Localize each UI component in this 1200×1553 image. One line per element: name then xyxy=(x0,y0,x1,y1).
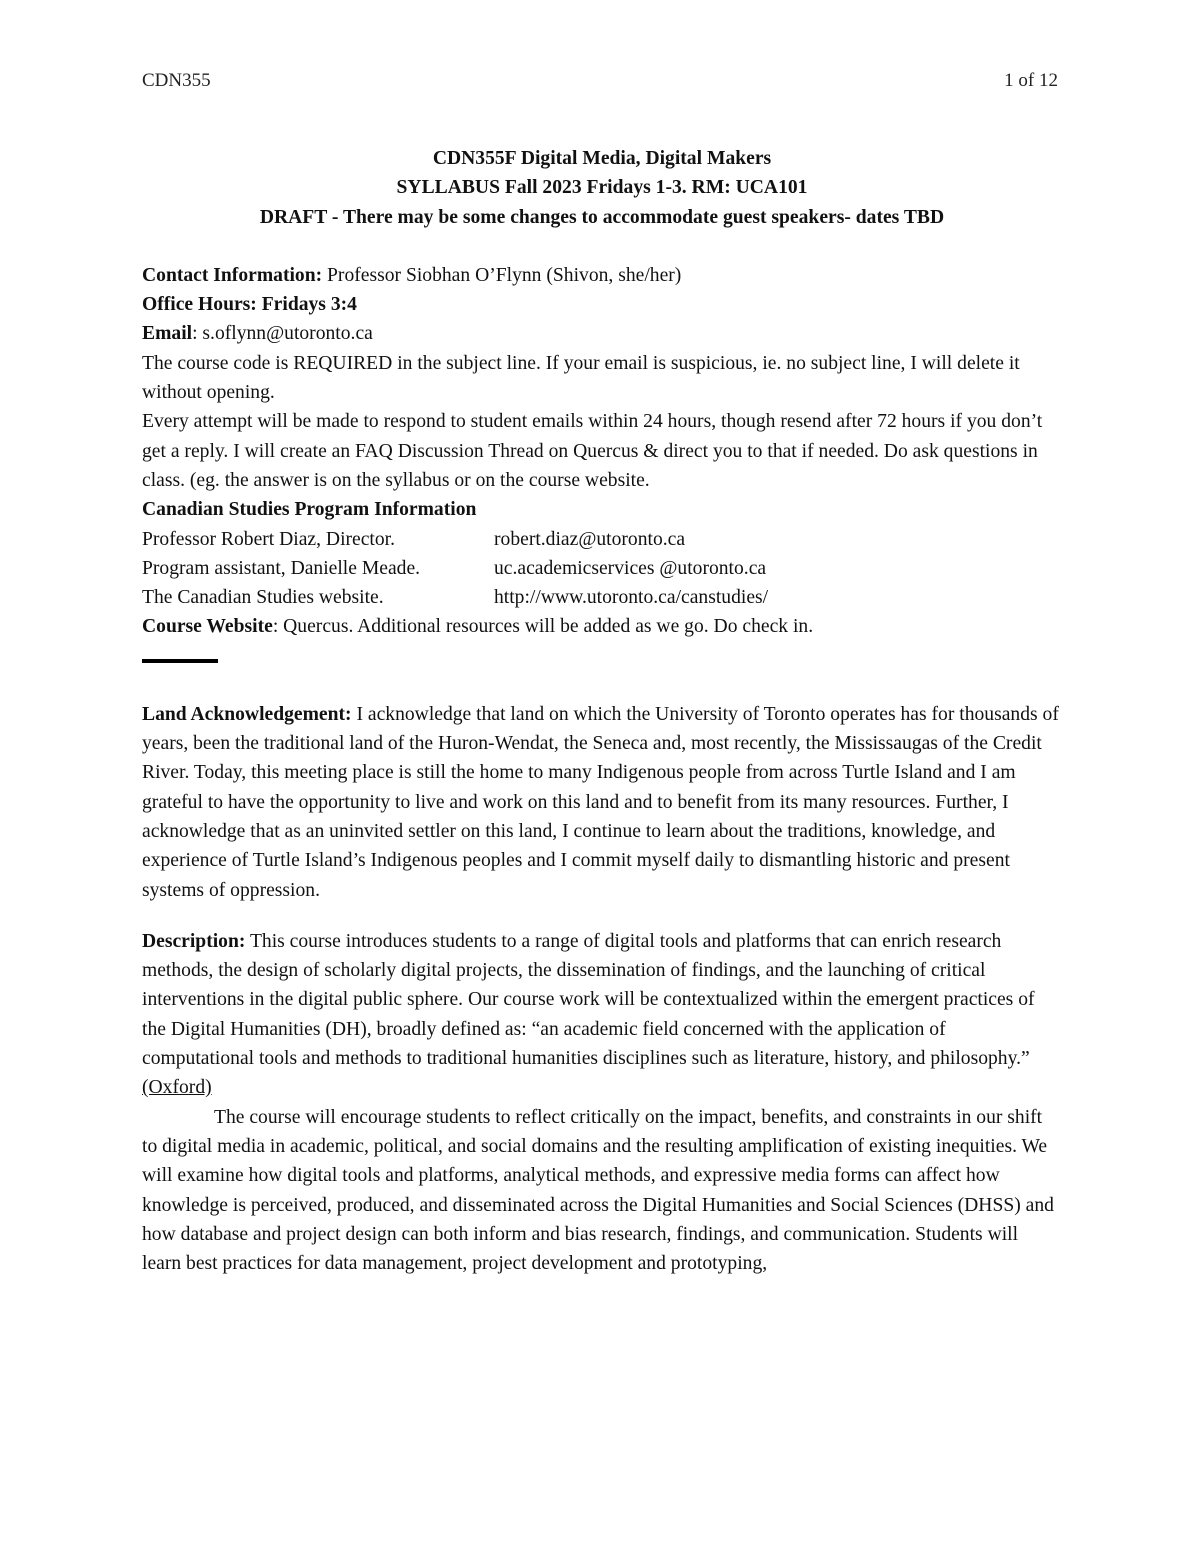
email-label: Email xyxy=(142,323,193,345)
description-label: Description: xyxy=(142,930,246,952)
program-row-value: robert.diaz@utoronto.ca xyxy=(494,528,686,550)
spacer xyxy=(142,905,1062,927)
contact-label: Contact Information: xyxy=(142,264,323,286)
program-row-assistant xyxy=(142,554,1062,583)
document-body xyxy=(142,144,1062,1278)
program-row-website xyxy=(142,583,1062,612)
office-hours: Office Hours: Fridays 3:4 xyxy=(142,294,357,316)
course-website-value: : Quercus. Additional resources will be added as we go. Do check in. xyxy=(272,616,814,638)
contact-information xyxy=(142,261,1062,290)
header-page-number: 1 of 12 xyxy=(1004,70,1058,91)
header-course-code: CDN355 xyxy=(142,70,211,91)
land-acknowledgement-text: I acknowledge that land on which the University of Toronto operates has for thousands of years, been the traditional land of the Huron-Wendat, the Seneca and, most recently, the Mississaugas of the Credit River. Today, this meeting place is still the home to many Indigenous people from across Turtle Island and I am grateful to have the opportunity to live and work on this land and to benefit from its many resources. Further, I acknowledge that as an uninvited settler on this land, I continue to learn about the traditions, knowledge, and experience of Turtle Island’s Indigenous peoples and I commit myself daily to dismantling historic and present systems of oppression. xyxy=(142,703,1059,901)
land-acknowledgement xyxy=(142,700,1062,905)
description-paragraph xyxy=(142,927,1062,1103)
description-text: This course introduces students to a range of digital tools and platforms that can enrich research methods, the design of scholarly digital projects, the dissemination of findings, and the launching of critical interventions in the digital public sphere. Our course work will be contextualized within the emergent practices of the Digital Humanities (DH), broadly defined as: “an academic field concerned with the application of computational tools and methods to traditional humanities disciplines such as literature, history, and philosophy.” xyxy=(142,930,1035,1070)
email-response-note: Every attempt will be made to respond to student emails within 24 hours, though resend after 72 hours if you don’t get a reply. I will create an FAQ Discussion Thread on Quercus & direct you to that if needed. Do ask questions in class. (eg. the answer is on the syllabus or on the course website. xyxy=(142,411,1043,491)
running-header xyxy=(142,70,1058,96)
contact-value: Professor Siobhan O’Flynn (Shivon, she/her) xyxy=(322,264,682,286)
email-line xyxy=(142,319,1062,348)
section-divider xyxy=(142,659,218,663)
title-block xyxy=(142,144,1062,232)
program-row-director xyxy=(142,525,1062,554)
course-title: CDN355F Digital Media, Digital Makers xyxy=(432,148,772,169)
draft-notice: DRAFT - There may be some changes to accommodate guest speakers- dates TBD xyxy=(259,206,945,228)
land-acknowledgement-label: Land Acknowledgement: xyxy=(142,703,352,725)
syllabus-term-line: SYLLABUS Fall 2023 Fridays 1-3. RM: UCA101 xyxy=(396,177,808,199)
course-website-line xyxy=(142,612,1062,641)
program-row-value: uc.academicservices @utoronto.ca xyxy=(494,557,767,579)
description-paragraph-2: The course will encourage students to reflect critically on the impact, benefits, and constraints in our shift to digital media in academic, political, and social domains and the resulting amplification of existing inequities. We will examine how digital tools and platforms, analytical methods, and expressive media forms can affect how knowledge is perceived, produced, and disseminated across the Digital Humanities and Social Sciences (DHSS) and how database and project design can both inform and bias research, findings, and communication. Students will learn best practices for data management, project development and prototyping, xyxy=(142,1106,1054,1275)
email-value: : s.oflynn@utoronto.ca xyxy=(192,323,373,345)
course-website-label: Course Website xyxy=(142,616,273,638)
program-heading: Canadian Studies Program Information xyxy=(142,499,477,521)
program-row-value: http://www.utoronto.ca/canstudies/ xyxy=(494,587,769,609)
spacer xyxy=(142,232,1062,261)
program-row-label: The Canadian Studies website. xyxy=(142,587,384,609)
program-row-label: Professor Robert Diaz, Director. xyxy=(142,528,396,550)
program-row-label: Program assistant, Danielle Meade. xyxy=(142,557,421,579)
email-subject-note: The course code is REQUIRED in the subject line. If your email is suspicious, ie. no subject line, I will delete it without opening. xyxy=(142,352,1020,404)
oxford-link[interactable]: (Oxford) xyxy=(142,1077,212,1099)
